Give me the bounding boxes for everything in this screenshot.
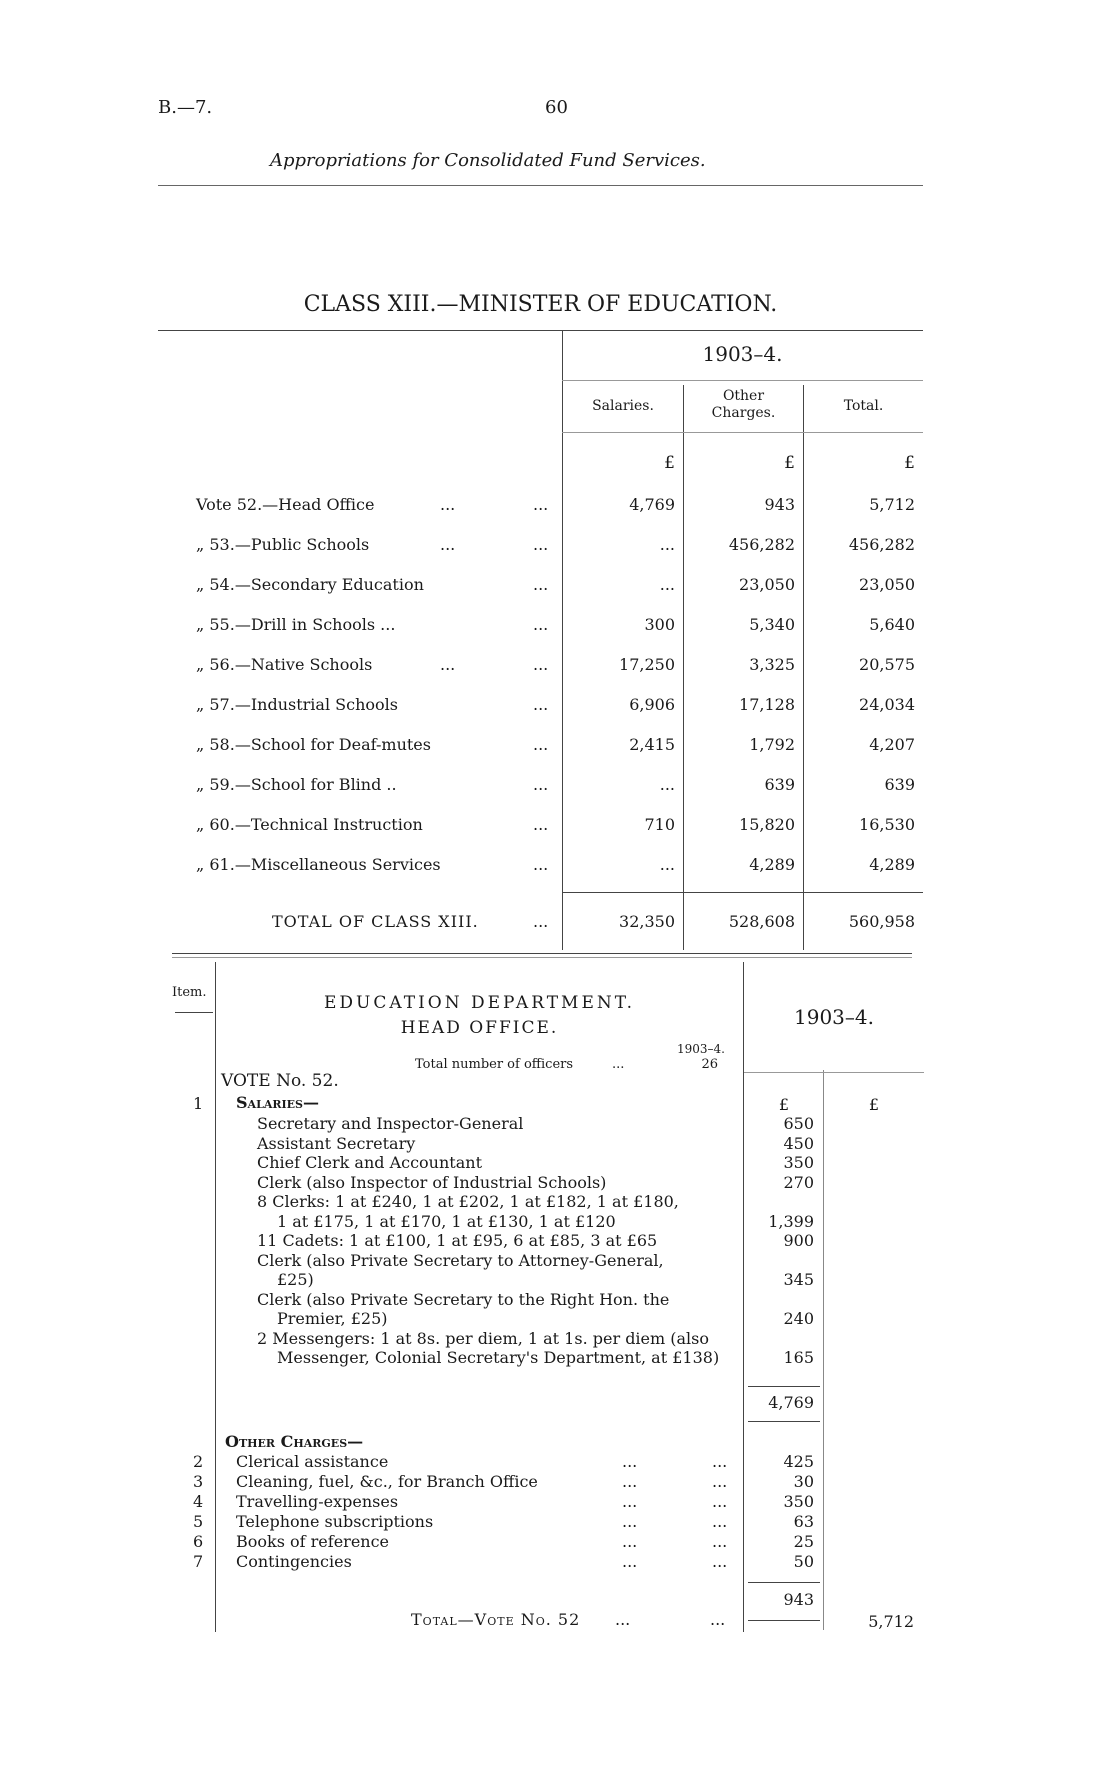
vote-label: „ 60.—Technical Instruction — [196, 815, 423, 834]
other-charges-value: 943 — [764, 495, 795, 514]
vote-label: „ 57.—Industrial Schools — [196, 695, 398, 714]
detail-year: 1903–4. — [794, 1005, 874, 1029]
summary-total-label: TOTAL OF CLASS XIII. — [272, 912, 479, 931]
leader-dots: ... — [712, 1532, 728, 1551]
leader-dots: ... — [533, 735, 549, 754]
charge-amount: 63 — [793, 1512, 814, 1531]
leader-dots: ... — [533, 535, 549, 554]
other-charges-value: 4,289 — [749, 855, 795, 874]
item-header: Item. — [172, 985, 207, 1000]
currency-symbol: £ — [778, 1095, 790, 1114]
total-value: 5,640 — [869, 615, 915, 634]
charge-description: Travelling-expenses — [236, 1492, 399, 1511]
other-charges-value: 17,128 — [739, 695, 795, 714]
salaries-value: 6,906 — [629, 695, 675, 714]
salary-description: Clerk (also Private Secretary to the Right Hon. the — [257, 1289, 670, 1309]
charge-amount: 25 — [793, 1532, 814, 1551]
total-value: 4,207 — [869, 735, 915, 754]
salaries-value: ... — [659, 535, 675, 554]
vote-label: VOTE No. 52. — [221, 1071, 339, 1091]
charge-description: Telephone subscriptions — [236, 1512, 434, 1531]
salaries-subtotal-rule-bottom — [748, 1421, 820, 1422]
leader-dots: ... — [612, 1057, 625, 1072]
item-number: 5 — [193, 1512, 204, 1531]
vote-total-label: Total—Vote No. 52 — [411, 1610, 581, 1629]
leader-dots: ... — [710, 1610, 726, 1629]
salary-description: Clerk (also Private Secretary to Attorney-General, — [257, 1250, 664, 1270]
vote-label: „ 54.—Secondary Education — [196, 575, 424, 594]
vote-label: „ 58.—School for Deaf-mutes — [196, 735, 431, 754]
salary-description: Messenger, Colonial Secretary's Department, at £138) — [277, 1348, 720, 1367]
class-title: CLASS XIII.—MINISTER OF EDUCATION. — [303, 292, 778, 317]
salary-amount: 1,399 — [768, 1211, 814, 1231]
other-charges-value: 456,282 — [728, 535, 795, 554]
officers-year: 1903–4. — [677, 1042, 725, 1056]
other-charges-value: 639 — [764, 775, 795, 794]
summary-total-rule — [562, 892, 923, 893]
leader-dots: ... — [533, 695, 549, 714]
charge-amount: 425 — [783, 1452, 814, 1471]
other-subtotal-rule — [748, 1582, 820, 1583]
document-ref: B.—7. — [158, 97, 213, 118]
leader-dots: ... — [533, 775, 549, 794]
summary-col-rule — [803, 385, 804, 950]
vote-label: Vote 52.—Head Office — [196, 495, 375, 514]
vote-label: „ 56.—Native Schools — [196, 655, 373, 674]
leader-dots: ... — [533, 655, 549, 674]
salary-amount: 350 — [783, 1153, 814, 1172]
salary-description: Clerk (also Inspector of Industrial Schools) — [257, 1172, 607, 1192]
salary-amount: 270 — [783, 1172, 814, 1192]
total-value: 23,050 — [859, 575, 915, 594]
leader-dots: ... — [712, 1552, 728, 1571]
salaries-value: ... — [659, 575, 675, 594]
leader-dots: ... — [622, 1532, 638, 1551]
total-value: 639 — [884, 775, 915, 794]
summary-header-rule — [562, 432, 923, 433]
leader-dots: ... — [533, 855, 549, 874]
summary-col-rule — [562, 330, 563, 950]
salary-description: 2 Messengers: 1 at 8s. per diem, 1 at 1s. per diem (also — [257, 1328, 710, 1348]
salary-description: Premier, £25) — [277, 1309, 388, 1328]
total-value: 4,289 — [869, 855, 915, 874]
leader-dots: ... — [440, 495, 456, 514]
other-charges-value: 3,325 — [749, 655, 795, 674]
salary-description: 11 Cadets: 1 at £100, 1 at £95, 6 at £85, 3 at £65 — [257, 1231, 658, 1250]
salary-amount: 165 — [783, 1348, 814, 1367]
charge-amount: 30 — [793, 1472, 814, 1491]
salary-description: Chief Clerk and Accountant — [257, 1153, 482, 1172]
leader-dots: ... — [622, 1552, 638, 1571]
total-value: 20,575 — [859, 655, 915, 674]
salaries-subtotal-rule — [748, 1386, 820, 1387]
salary-amount: 900 — [783, 1231, 814, 1250]
leader-dots: ... — [712, 1512, 728, 1531]
head-office-title: HEAD OFFICE. — [400, 1018, 559, 1038]
total-salaries: 32,350 — [619, 912, 675, 931]
other-charges-heading: Other Charges— — [225, 1432, 364, 1451]
summary-year-rule — [562, 380, 923, 381]
vote-label: „ 55.—Drill in Schools ... — [196, 615, 396, 634]
salaries-value: ... — [659, 855, 675, 874]
total-value: 24,034 — [859, 695, 915, 714]
vote-label: „ 53.—Public Schools — [196, 535, 370, 554]
salaries-value: 4,769 — [629, 495, 675, 514]
other-subtotal-rule-bottom — [748, 1620, 820, 1621]
summary-bottom-rule-2 — [172, 957, 912, 958]
summary-year: 1903–4. — [702, 342, 783, 366]
vote-label: „ 59.—School for Blind .. — [196, 775, 397, 794]
salary-description: 1 at £175, 1 at £170, 1 at £130, 1 at £120 — [277, 1211, 616, 1231]
item-number: 3 — [193, 1472, 204, 1491]
col-salaries-header: Salaries. — [592, 398, 654, 414]
summary-col-rule — [683, 385, 684, 950]
salaries-value: 17,250 — [619, 655, 675, 674]
leader-dots: ... — [615, 1610, 631, 1629]
other-charges-value: 23,050 — [739, 575, 795, 594]
officers-label: Total number of officers — [415, 1057, 574, 1072]
total-other: 528,608 — [728, 912, 795, 931]
salary-amount: 345 — [783, 1270, 814, 1289]
item-column-rule — [215, 962, 216, 1632]
other-subtotal: 943 — [783, 1590, 814, 1609]
charge-amount: 50 — [793, 1552, 814, 1571]
total-column-rule — [823, 1070, 824, 1630]
leader-dots: ... — [622, 1492, 638, 1511]
col-other-header: Other Charges. — [711, 388, 776, 421]
other-charges-value: 15,820 — [739, 815, 795, 834]
leader-dots: ... — [712, 1472, 728, 1491]
charge-amount: 350 — [783, 1492, 814, 1511]
summary-top-rule — [158, 330, 923, 331]
salaries-value: 2,415 — [629, 735, 675, 754]
leader-dots: ... — [622, 1452, 638, 1471]
leader-dots: ... — [622, 1472, 638, 1491]
summary-bottom-rule — [172, 953, 912, 954]
total-value: 456,282 — [848, 535, 915, 554]
charge-description: Books of reference — [236, 1532, 390, 1551]
salaries-value: ... — [659, 775, 675, 794]
leader-dots: ... — [712, 1492, 728, 1511]
currency-symbol: £ — [904, 453, 915, 473]
item-number: 7 — [193, 1552, 204, 1571]
total-value: 5,712 — [869, 495, 915, 514]
item-number: 4 — [193, 1492, 204, 1511]
detail-year-rule — [744, 1072, 924, 1073]
dept-title: EDUCATION DEPARTMENT. — [324, 993, 635, 1013]
leader-dots: ... — [533, 615, 549, 634]
salaries-value: 300 — [644, 615, 675, 634]
item-number: 6 — [193, 1532, 204, 1551]
leader-dots: ... — [533, 575, 549, 594]
currency-symbol: £ — [868, 1095, 880, 1114]
charge-description: Contingencies — [236, 1552, 352, 1571]
item-header-rule — [175, 1012, 213, 1013]
leader-dots: ... — [533, 495, 549, 514]
leader-dots: ... — [533, 815, 549, 834]
vote-label: „ 61.—Miscellaneous Services — [196, 855, 441, 874]
leader-dots: ... — [440, 535, 456, 554]
leader-dots: ... — [440, 655, 456, 674]
leader-dots: ... — [622, 1512, 638, 1531]
salary-amount: 240 — [783, 1309, 814, 1328]
page-subtitle: Appropriations for Consolidated Fund Services. — [270, 150, 706, 171]
leader-dots: ... — [712, 1452, 728, 1471]
salaries-subtotal: 4,769 — [768, 1393, 814, 1412]
charge-description: Clerical assistance — [236, 1452, 389, 1471]
total-total: 560,958 — [848, 912, 915, 931]
salaries-heading: Salaries— — [236, 1093, 319, 1112]
salary-description: Assistant Secretary — [257, 1133, 416, 1153]
salary-description: Secretary and Inspector-General — [257, 1114, 524, 1133]
salary-description: 8 Clerks: 1 at £240, 1 at £202, 1 at £182, 1 at £180, — [257, 1192, 679, 1211]
salary-amount: 450 — [783, 1133, 814, 1153]
page-number: 60 — [545, 97, 568, 118]
vote-total: 5,712 — [868, 1612, 914, 1631]
col-total-header: Total. — [843, 398, 884, 414]
item-number: 2 — [193, 1452, 204, 1471]
officers-count: 26 — [701, 1057, 718, 1072]
leader-dots: ... — [533, 912, 549, 931]
other-charges-value: 5,340 — [749, 615, 795, 634]
other-charges-value: 1,792 — [749, 735, 795, 754]
salary-description: £25) — [277, 1270, 314, 1289]
header-rule — [158, 185, 923, 186]
salary-amount: 650 — [783, 1114, 814, 1133]
total-value: 16,530 — [859, 815, 915, 834]
currency-symbol: £ — [784, 453, 795, 473]
salary-item-number: 1 — [193, 1094, 204, 1113]
charge-description: Cleaning, fuel, &c., for Branch Office — [236, 1472, 538, 1491]
salaries-value: 710 — [644, 815, 675, 834]
currency-symbol: £ — [664, 453, 675, 473]
